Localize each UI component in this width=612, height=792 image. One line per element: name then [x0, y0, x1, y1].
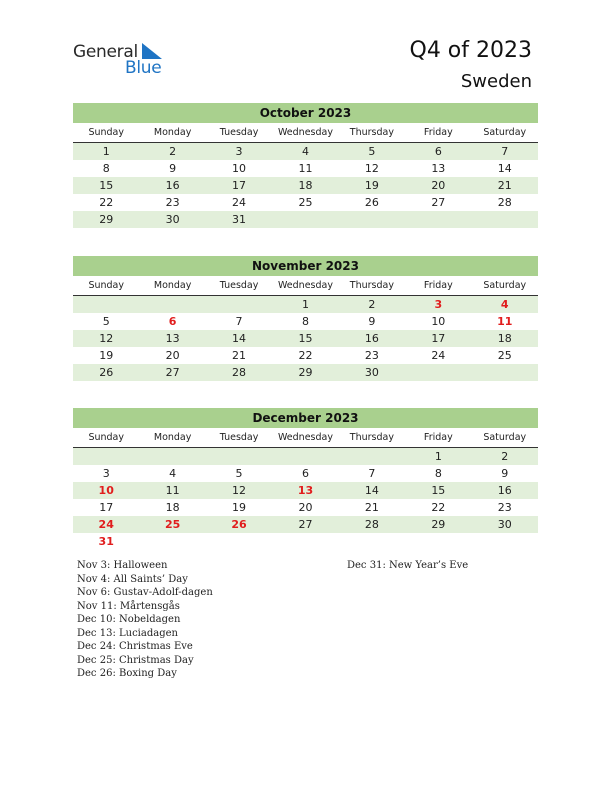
day-cell: 23 [165, 196, 180, 209]
day-cell [472, 364, 538, 381]
brand-word-blue: Blue [125, 58, 162, 78]
day-cell: 20 [165, 349, 180, 362]
holiday-note: Nov 6: Gustav-Adolf-dagen [77, 587, 213, 598]
day-cell [472, 211, 538, 228]
page-title: Q4 of 2023 [409, 38, 532, 63]
weekday-label: Wednesday [277, 432, 333, 443]
day-cell: 4 [301, 145, 309, 158]
day-cell: 10 [431, 315, 446, 328]
day-cell: 22 [99, 196, 114, 209]
week-row [73, 533, 538, 550]
month-calendar [73, 408, 538, 550]
day-cell: 28 [232, 366, 247, 379]
day-cell: 11 [298, 162, 313, 175]
weekday-header [73, 276, 538, 296]
day-cell: 13 [165, 332, 180, 345]
day-cell: 26 [99, 366, 114, 379]
weekday-label: Thursday [349, 280, 394, 291]
day-cell: 28 [497, 196, 512, 209]
day-cell: 23 [364, 349, 379, 362]
weekday-label: Saturday [483, 432, 527, 443]
month-title: October 2023 [73, 103, 538, 123]
day-cell: 30 [364, 366, 379, 379]
day-cell: 4 [169, 467, 177, 480]
weekday-label: Monday [153, 280, 192, 291]
day-cell: 7 [368, 467, 376, 480]
triangle-icon [142, 43, 162, 59]
day-cell: 25 [497, 349, 512, 362]
holiday-note: Dec 13: Luciadagen [77, 627, 178, 639]
day-cell: 7 [501, 145, 509, 158]
day-cell [73, 448, 139, 465]
day-cell: 15 [99, 179, 114, 192]
week-row [73, 330, 538, 347]
weekday-label: Sunday [88, 127, 124, 138]
month-title: December 2023 [73, 408, 538, 428]
day-cell: 24 [232, 196, 247, 209]
day-cell: 29 [99, 213, 114, 226]
holiday-note: Nov 11: Mårtensgås [77, 600, 180, 612]
weekday-header [73, 123, 538, 143]
day-cell [139, 533, 205, 550]
day-cell: 8 [301, 315, 309, 328]
week-row [73, 364, 538, 381]
weekday-label: Saturday [483, 280, 527, 291]
week-row [73, 499, 538, 516]
holiday-note: Nov 4: All Saints’ Day [77, 573, 188, 585]
day-cell: 21 [364, 501, 379, 514]
day-cell: 17 [232, 179, 247, 192]
holiday-day-cell: 24 [98, 518, 114, 531]
holiday-day-cell: 31 [98, 535, 114, 548]
day-cell: 2 [368, 298, 376, 311]
weekday-label: Saturday [483, 127, 527, 138]
holiday-note: Dec 26: Boxing Day [77, 668, 177, 679]
day-cell: 16 [497, 484, 512, 497]
day-cell [139, 296, 205, 313]
day-cell: 22 [298, 349, 313, 362]
day-cell: 19 [232, 501, 247, 514]
day-cell: 20 [298, 501, 313, 514]
brand-word-general: General [73, 42, 138, 62]
day-cell: 10 [232, 162, 247, 175]
week-row [73, 313, 538, 330]
month-title: November 2023 [73, 256, 538, 276]
day-cell: 6 [301, 467, 309, 480]
weekday-label: Monday [153, 432, 192, 443]
week-row [73, 516, 538, 533]
day-cell [206, 533, 272, 550]
day-cell [206, 448, 272, 465]
month-calendar [73, 256, 538, 381]
day-cell: 5 [235, 467, 243, 480]
day-cell: 23 [497, 501, 512, 514]
weekday-label: Friday [423, 280, 453, 291]
day-cell: 22 [431, 501, 446, 514]
day-cell: 30 [497, 518, 512, 531]
day-cell: 31 [232, 213, 247, 226]
day-cell: 14 [497, 162, 512, 175]
weekday-label: Friday [423, 432, 453, 443]
day-cell: 11 [165, 484, 180, 497]
day-cell [405, 211, 471, 228]
day-cell: 27 [431, 196, 446, 209]
weekday-label: Thursday [349, 127, 394, 138]
day-cell: 21 [497, 179, 512, 192]
weekday-label: Tuesday [219, 280, 259, 291]
day-cell: 14 [232, 332, 247, 345]
day-cell: 20 [431, 179, 446, 192]
day-cell [139, 448, 205, 465]
day-cell: 25 [298, 196, 313, 209]
day-cell: 1 [102, 145, 110, 158]
holiday-note: Dec 31: New Year’s Eve [347, 560, 469, 571]
country-name: Sweden [460, 71, 532, 92]
day-cell: 7 [235, 315, 243, 328]
holiday-day-cell: 25 [164, 518, 181, 531]
day-cell: 26 [364, 196, 379, 209]
day-cell: 2 [501, 450, 509, 463]
day-cell: 9 [368, 315, 376, 328]
day-cell: 9 [169, 162, 177, 175]
week-row [73, 465, 538, 482]
day-cell: 1 [301, 298, 309, 311]
day-cell: 21 [232, 349, 247, 362]
day-cell [339, 533, 405, 550]
day-cell: 12 [99, 332, 114, 345]
day-cell: 24 [431, 349, 446, 362]
day-cell [272, 211, 338, 228]
holiday-note: Dec 25: Christmas Day [77, 654, 194, 666]
week-row [73, 347, 538, 364]
day-cell: 29 [431, 518, 446, 531]
day-cell: 18 [497, 332, 512, 345]
holiday-day-cell: 10 [98, 484, 114, 497]
day-cell: 28 [364, 518, 379, 531]
weekday-label: Tuesday [219, 432, 259, 443]
day-cell: 18 [165, 501, 180, 514]
weekday-label: Tuesday [219, 127, 259, 138]
weekday-label: Wednesday [277, 127, 333, 138]
weekday-label: Wednesday [277, 280, 333, 291]
day-cell: 16 [364, 332, 379, 345]
day-cell: 18 [298, 179, 313, 192]
day-cell: 8 [102, 162, 110, 175]
day-cell: 6 [434, 145, 442, 158]
day-cell: 19 [364, 179, 379, 192]
holiday-list-left [77, 559, 213, 681]
day-cell: 27 [165, 366, 180, 379]
day-cell: 15 [298, 332, 313, 345]
day-cell: 17 [431, 332, 446, 345]
day-cell: 15 [431, 484, 446, 497]
day-cell: 17 [99, 501, 114, 514]
holiday-list-right [347, 559, 468, 573]
week-row [73, 194, 538, 211]
day-cell: 12 [364, 162, 379, 175]
day-cell [472, 533, 538, 550]
weekday-label: Monday [153, 127, 192, 138]
holiday-day-cell: 11 [497, 315, 513, 328]
day-cell: 12 [232, 484, 247, 497]
month-calendar [73, 103, 538, 228]
day-cell [272, 533, 338, 550]
holiday-note: Dec 24: Christmas Eve [77, 641, 193, 652]
week-row [73, 482, 538, 499]
week-row [73, 211, 538, 228]
day-cell [206, 296, 272, 313]
holiday-note: Nov 3: Halloween [77, 560, 168, 571]
day-cell: 3 [235, 145, 243, 158]
week-row [73, 448, 538, 465]
day-cell [73, 296, 139, 313]
day-cell [405, 533, 471, 550]
holiday-day-cell: 4 [500, 298, 509, 311]
weekday-label: Thursday [349, 432, 394, 443]
day-cell: 2 [169, 145, 177, 158]
day-cell: 3 [102, 467, 110, 480]
weekday-label: Sunday [88, 280, 124, 291]
weekday-header [73, 428, 538, 448]
day-cell [405, 364, 471, 381]
holiday-day-cell: 13 [297, 484, 314, 497]
day-cell: 30 [165, 213, 180, 226]
day-cell: 1 [434, 450, 442, 463]
day-cell: 9 [501, 467, 509, 480]
day-cell: 27 [298, 518, 313, 531]
day-cell: 5 [102, 315, 110, 328]
brand-logo [73, 42, 183, 82]
day-cell: 19 [99, 349, 114, 362]
day-cell: 13 [431, 162, 446, 175]
day-cell: 29 [298, 366, 313, 379]
day-cell: 14 [364, 484, 379, 497]
holiday-note: Dec 10: Nobeldagen [77, 614, 181, 625]
holiday-day-cell: 26 [231, 518, 247, 531]
day-cell: 8 [434, 467, 442, 480]
week-row [73, 143, 538, 160]
weekday-label: Friday [423, 127, 453, 138]
day-cell [272, 448, 338, 465]
week-row [73, 296, 538, 313]
week-row [73, 177, 538, 194]
weekday-label: Sunday [88, 432, 124, 443]
day-cell: 5 [368, 145, 376, 158]
day-cell [339, 211, 405, 228]
holiday-day-cell: 3 [434, 298, 443, 311]
holiday-day-cell: 6 [168, 315, 177, 328]
day-cell [339, 448, 405, 465]
day-cell: 16 [165, 179, 180, 192]
week-row [73, 160, 538, 177]
